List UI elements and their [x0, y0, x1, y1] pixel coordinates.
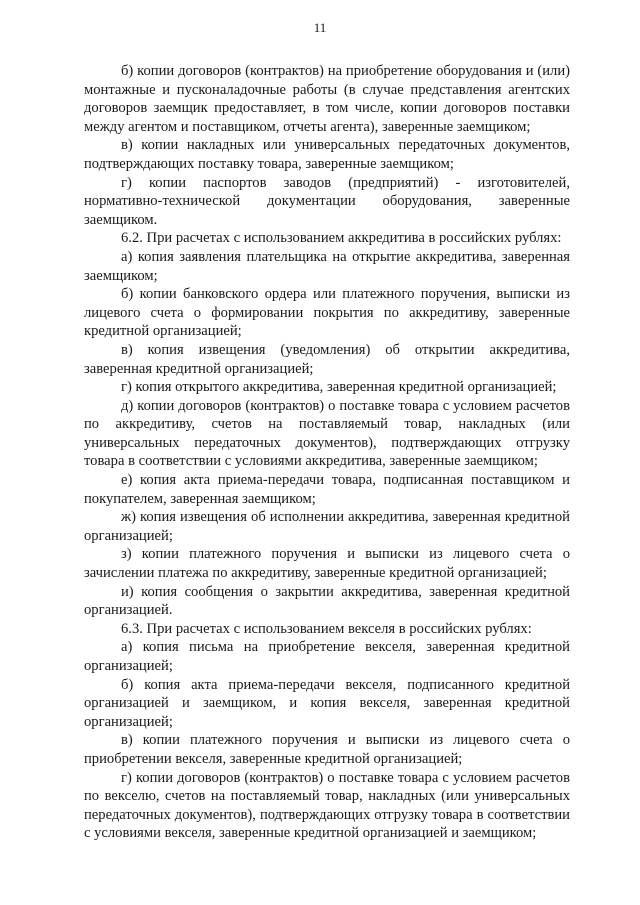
paragraph: г) копии договоров (контрактов) о поставке товара с условием расчетов по векселю, счетов на поставляемый товар, накладных (или универсальных передаточных документов), подтверждающих отгрузку товара в соответствии с условиями векселя, заверенные кредитной организацией и заемщиком; [84, 769, 570, 842]
page-number: 11 [313, 20, 327, 35]
paragraph: ж) копия извещения об исполнении аккредитива, заверенная кредитной организацией; [84, 509, 570, 544]
paragraph: а) копия заявления плательщика на открытие аккредитива, заверенная заемщиком; [84, 248, 570, 284]
section-heading: 6.2. При расчетах с использованием аккредитива в российских рублях: [121, 230, 562, 247]
paragraph: е) копия акта приема-передачи товара, подписанная поставщиком и покупателем, заверенная заемщиком; [84, 472, 570, 507]
paragraph: и) копия сообщения о закрытии аккредитива, заверенная кредитной организацией. [84, 583, 570, 619]
paragraph: б) копии банковского ордера или платежного поручения, выписки из лицевого счета о формировании покрытия по аккредитиву, заверенные кредитной организацией; [84, 286, 570, 340]
paragraph: в) копия извещения (уведомления) об открытии аккредитива, заверенная кредитной организацией; [84, 341, 570, 377]
document-body [84, 62, 570, 843]
paragraph: в) копии платежного поручения и выписки из лицевого счета о приобретении векселя, заверенные кредитной организацией; [84, 732, 570, 767]
paragraph: г) копии паспортов заводов (предприятий) - изготовителей, нормативно-технической документации оборудования, заверенные заемщиком. [84, 174, 570, 228]
paragraph: д) копии договоров (контрактов) о поставке товара с условием расчетов по аккредитиву, счетов на поставляемый товар, накладных (или универсальных передаточных документов), подтверждающих отгрузку товара в соответствии с условиями аккредитива, заверенные заемщиком; [84, 397, 570, 470]
paragraph: б) копии договоров (контрактов) на приобретение оборудования и (или) монтажные и пусконаладочные работы (в случае представления агентских договоров заемщик предоставляет, в том числе, копии договоров поставки между агентом и поставщиком, отчеты агента), заверенные заемщиком; [84, 63, 570, 135]
paragraph: а) копия письма на приобретение векселя, заверенная кредитной организацией; [84, 639, 570, 674]
paragraph: з) копии платежного поручения и выписки из лицевого счета о зачислении платежа по аккредитиву, заверенные кредитной организацией; [84, 546, 570, 582]
paragraph: г) копия открытого аккредитива, заверенная кредитной организацией; [121, 379, 557, 396]
section-heading: 6.3. При расчетах с использованием векселя в российских рублях: [121, 620, 532, 637]
paragraph: в) копии накладных или универсальных передаточных документов, подтверждающих поставку товара, заверенные заемщиком; [84, 137, 570, 172]
paragraph: б) копия акта приема-передачи векселя, подписанного кредитной организацией и заемщиком, и копия векселя, заверенная кредитной организацией; [84, 676, 570, 730]
